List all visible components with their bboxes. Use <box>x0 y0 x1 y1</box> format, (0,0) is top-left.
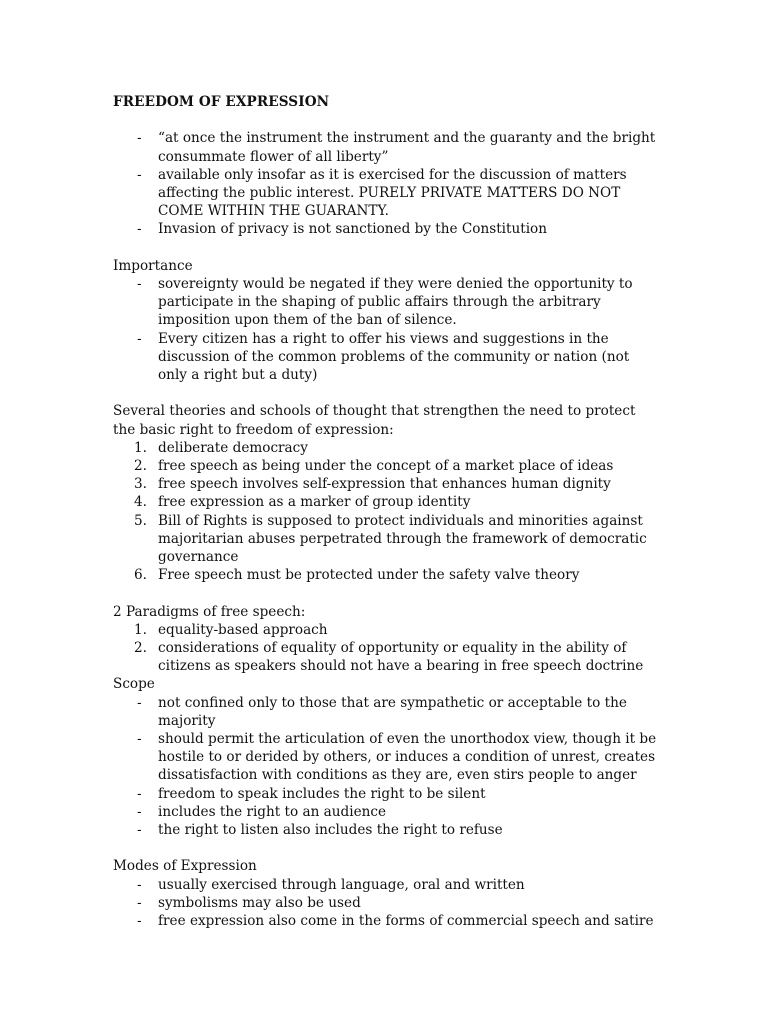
dash-marker: - <box>137 221 142 238</box>
list-item-text: deliberate democracy <box>158 439 308 456</box>
scope-list <box>113 694 658 840</box>
dash-marker: - <box>137 694 142 711</box>
list-item <box>113 275 658 330</box>
dash-marker: - <box>137 785 142 802</box>
importance-list <box>113 275 658 384</box>
number-marker: 1. <box>134 439 147 456</box>
list-item <box>113 512 658 567</box>
list-item <box>113 493 658 511</box>
page-title: FREEDOM OF EXPRESSION <box>113 94 330 110</box>
list-item-text: free expression also come in the forms of commercial speech and satire <box>158 913 654 930</box>
dash-marker: - <box>137 166 142 183</box>
section-heading-scope: Scope <box>113 676 155 693</box>
list-item-text: symbolisms may also be used <box>158 894 361 911</box>
theories-list <box>113 439 658 585</box>
number-marker: 4. <box>134 494 147 511</box>
list-item-text: Free speech must be protected under the safety valve theory <box>158 567 580 584</box>
list-item <box>113 803 658 821</box>
list-item <box>113 166 658 221</box>
dash-marker: - <box>137 276 142 292</box>
dash-marker: - <box>137 130 142 147</box>
list-item-text: usually exercised through language, oral and written <box>158 876 525 893</box>
dash-marker: - <box>137 894 142 911</box>
list-item <box>113 639 658 675</box>
spacer <box>113 384 658 402</box>
list-item <box>113 876 658 894</box>
list-item-text: considerations of equality of opportunity or equality in the ability of citizens as speakers should not have a bearing in free speech doctrine <box>158 640 644 675</box>
dash-marker: - <box>137 822 142 839</box>
list-item <box>113 912 658 930</box>
list-item <box>113 894 658 912</box>
list-item <box>113 330 658 385</box>
list-item <box>113 457 658 475</box>
list-item-text: Bill of Rights is supposed to protect individuals and minorities against majoritarian abuses perpetrated through the framework of democratic governance <box>158 512 647 566</box>
list-item <box>113 439 658 457</box>
number-marker: 6. <box>134 567 147 584</box>
list-item-text: “at once the instrument the instrument and the guaranty and the bright consummate flower of all liberty” <box>158 130 656 165</box>
intro-list <box>113 129 658 238</box>
list-item-text: Invasion of privacy is not sanctioned by the Constitution <box>158 221 547 238</box>
list-item <box>113 621 658 639</box>
spacer <box>113 584 658 602</box>
list-item-text: free speech as being under the concept of a market place of ideas <box>158 458 614 475</box>
list-item-text: free speech involves self-expression that enhances human dignity <box>158 476 611 493</box>
list-item <box>113 566 658 584</box>
list-item-text: freedom to speak includes the right to be silent <box>158 785 486 802</box>
list-item-text: free expression as a marker of group identity <box>158 494 471 511</box>
number-marker: 2. <box>134 640 147 657</box>
spacer <box>113 239 658 257</box>
spacer <box>113 839 658 857</box>
modes-list <box>113 876 658 931</box>
list-item-text: should permit the articulation of even the unorthodox view, though it be hostile to or derided by others, or induces a condition of unrest, creates dissatisfaction with conditions as they are, even stirs people to anger <box>158 731 657 784</box>
section-heading-modes: Modes of Expression <box>113 858 257 875</box>
dash-marker: - <box>137 876 142 893</box>
theories-intro: Several theories and schools of thought that strengthen the need to protect the basic right to freedom of expression: <box>113 403 636 438</box>
list-item-text: equality-based approach <box>158 621 328 638</box>
list-item <box>113 475 658 493</box>
list-item-text: sovereignty would be negated if they were denied the opportunity to participate in the shaping of public affairs through the arbitrary imposition upon them of the ban of silence. <box>158 276 633 329</box>
section-heading-importance: Importance <box>113 257 193 274</box>
list-item <box>113 220 658 238</box>
list-item-text: available only insofar as it is exercised for the discussion of matters affecting the public interest. PURELY PRIVATE MATTERS DO NOT COME WITHIN THE GUARANTY. <box>158 166 627 220</box>
document-body <box>113 93 658 930</box>
list-item-text: includes the right to an audience <box>158 803 387 820</box>
number-marker: 1. <box>134 621 147 638</box>
number-marker: 2. <box>134 458 147 475</box>
list-item-text: the right to listen also includes the right to refuse <box>158 822 503 839</box>
list-item <box>113 821 658 839</box>
list-item <box>113 694 658 730</box>
paradigms-intro: 2 Paradigms of free speech: <box>113 603 306 620</box>
list-item <box>113 730 658 785</box>
list-item-text: not confined only to those that are sympathetic or acceptable to the majority <box>158 694 627 729</box>
list-item <box>113 785 658 803</box>
dash-marker: - <box>137 330 142 347</box>
dash-marker: - <box>137 913 142 930</box>
dash-marker: - <box>137 731 142 748</box>
list-item-text: Every citizen has a right to offer his views and suggestions in the discussion of the common problems of the community or nation (not only a right but a duty) <box>158 330 630 384</box>
dash-marker: - <box>137 803 142 820</box>
number-marker: 3. <box>134 476 147 493</box>
number-marker: 5. <box>134 512 147 529</box>
paradigms-list <box>113 621 658 676</box>
list-item <box>113 129 658 165</box>
